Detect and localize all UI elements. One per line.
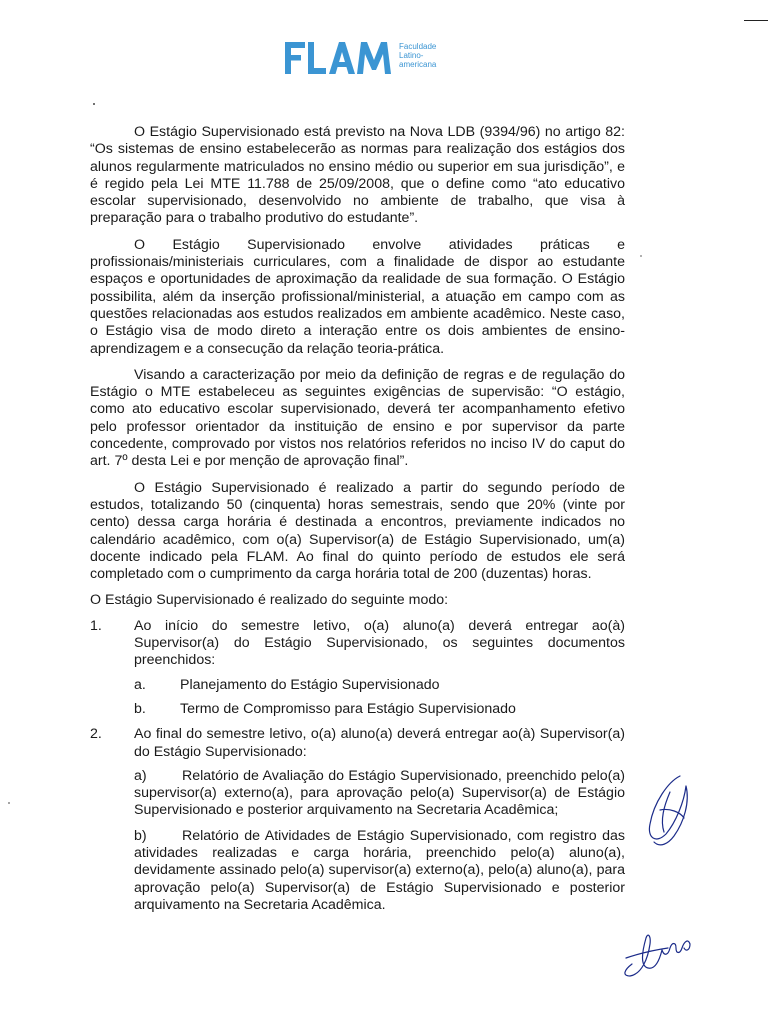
handwritten-signature (618, 918, 698, 980)
flam-logo (285, 40, 460, 78)
sub-item-text: Planejamento do Estágio Supervisionado (180, 676, 440, 693)
scan-speck (93, 103, 95, 105)
item-number: 1. (90, 617, 102, 634)
intro-line: O Estágio Supervisionado é realizado do seguinte modo: (90, 592, 449, 609)
paragraph-ldb: O Estágio Supervisionado está previsto na Nova LDB (9394/96) no artigo 82: “Os sistemas de ensino estabelecerão as normas para realização dos estágios dos alunos regularmente matriculados no ensino médio ou superior em sua jurisdição”, e é regido pela Lei MTE 11.788 de 25/09/2008, que o define como “ato educativo escolar supervisionado, desenvolvido no ambiente de trabalho, que visa à preparação para o trabalho produtivo do estudante”. (90, 124, 625, 227)
sub-item-marker: a. (134, 676, 146, 693)
numbered-item (90, 726, 625, 914)
item-number: 2. (90, 726, 102, 743)
sub-list (134, 768, 625, 914)
item-text: Ao início do semestre letivo, o(a) aluno(a) deverá entregar ao(à) Supervisor(a) do Estágio Supervisionado, os seguintes documentos preenchidos: (134, 617, 625, 669)
sub-list (134, 677, 625, 719)
flam-logo-mark (285, 40, 395, 76)
scan-edge-mark (744, 20, 768, 21)
sub-paragraph-marker: a) (134, 767, 147, 784)
sub-paragraph (134, 828, 625, 914)
sub-item-marker: b. (134, 700, 146, 717)
sub-paragraph (134, 768, 625, 820)
handwritten-initials (640, 772, 698, 854)
sub-paragraph-text: Relatório de Avaliação do Estágio Supervisionado, preenchido pelo(a) supervisor(a) externo(a), para aprovação pelo(a) Supervisor(a) de Estágio Supervisionado e posterior arquivamento na Secretaria Acadêmica; (134, 767, 625, 819)
logo-subtitle-line: americana (399, 60, 437, 69)
sub-item (134, 701, 625, 718)
logo-subtitle-line: Faculdade (399, 42, 437, 51)
item-text: Ao final do semestre letivo, o(a) aluno(a) deverá entregar ao(à) Supervisor(a) do Estágio Supervisionado: (134, 726, 625, 760)
paragraph-carga-horaria: O Estágio Supervisionado é realizado a partir do segundo período de estudos, totalizando 50 (cinquenta) horas semestrais, sendo que 20% (vinte por cento) dessa carga horária é destinada a encontros, previamente indicados no calendário acadêmico, com o(a) Supervisor(a) de Estágio Supervisionado, um(a) docente indicado pela FLAM. Ao final do quinto período de estudos ele será completado com o cumprimento da carga horária total de 200 (duzentas) horas. (90, 479, 625, 583)
sub-item-text: Termo de Compromisso para Estágio Supervisionado (180, 700, 516, 717)
sub-item (134, 677, 625, 694)
logo-subtitle-line: Latino- (399, 51, 424, 60)
paragraph-regulacao: Visando a caracterização por meio da definição de regras e de regulação do Estágio o MTE estabeleceu as seguintes exigências de supervisão: “O estágio, como ato educativo escolar supervisionado, deverá ter acompanhamento efetivo pelo professor orientador da instituição de ensino e por supervisor da parte concedente, comprovado por vistos nos relatórios referidos no inciso IV do caput do art. 7º desta Lei e por menção de aprovação final”. (90, 366, 625, 470)
sub-paragraph-marker: b) (134, 827, 147, 844)
scan-speck (640, 255, 642, 257)
sub-paragraph-text: Relatório de Atividades de Estágio Supervisionado, com registro das atividades realizadas e carga horária, preenchido pelo(a) aluno(a), devidamente assinado pelo(a) supervisor(a) externo(a), pelo(a) aluno(a), para aprovação pelo(a) Supervisor(a) de Estágio Supervisionado e posterior arquivamento na Secretaria Acadêmica. (134, 827, 625, 913)
logo-subtitle (399, 42, 436, 69)
paragraph-estagio-envolve: O Estágio Supervisionado envolve atividades práticas e profissionais/ministeriais curriculares, com a finalidade de dispor ao estudante espaços e oportunidades de aproximação da realidade de sua formação. O Estágio possibilita, além da inserção profissional/ministerial, a atuação em campo com as questões relacionadas aos estudos realizados em ambiente acadêmico. Neste caso, o Estágio visa de modo direto a interação entre os dois ambientes de ensino-aprendizagem e a consecução da relação teoria-prática. (90, 236, 625, 357)
document-body (90, 124, 625, 922)
numbered-item (90, 618, 625, 718)
scan-speck (8, 802, 10, 804)
